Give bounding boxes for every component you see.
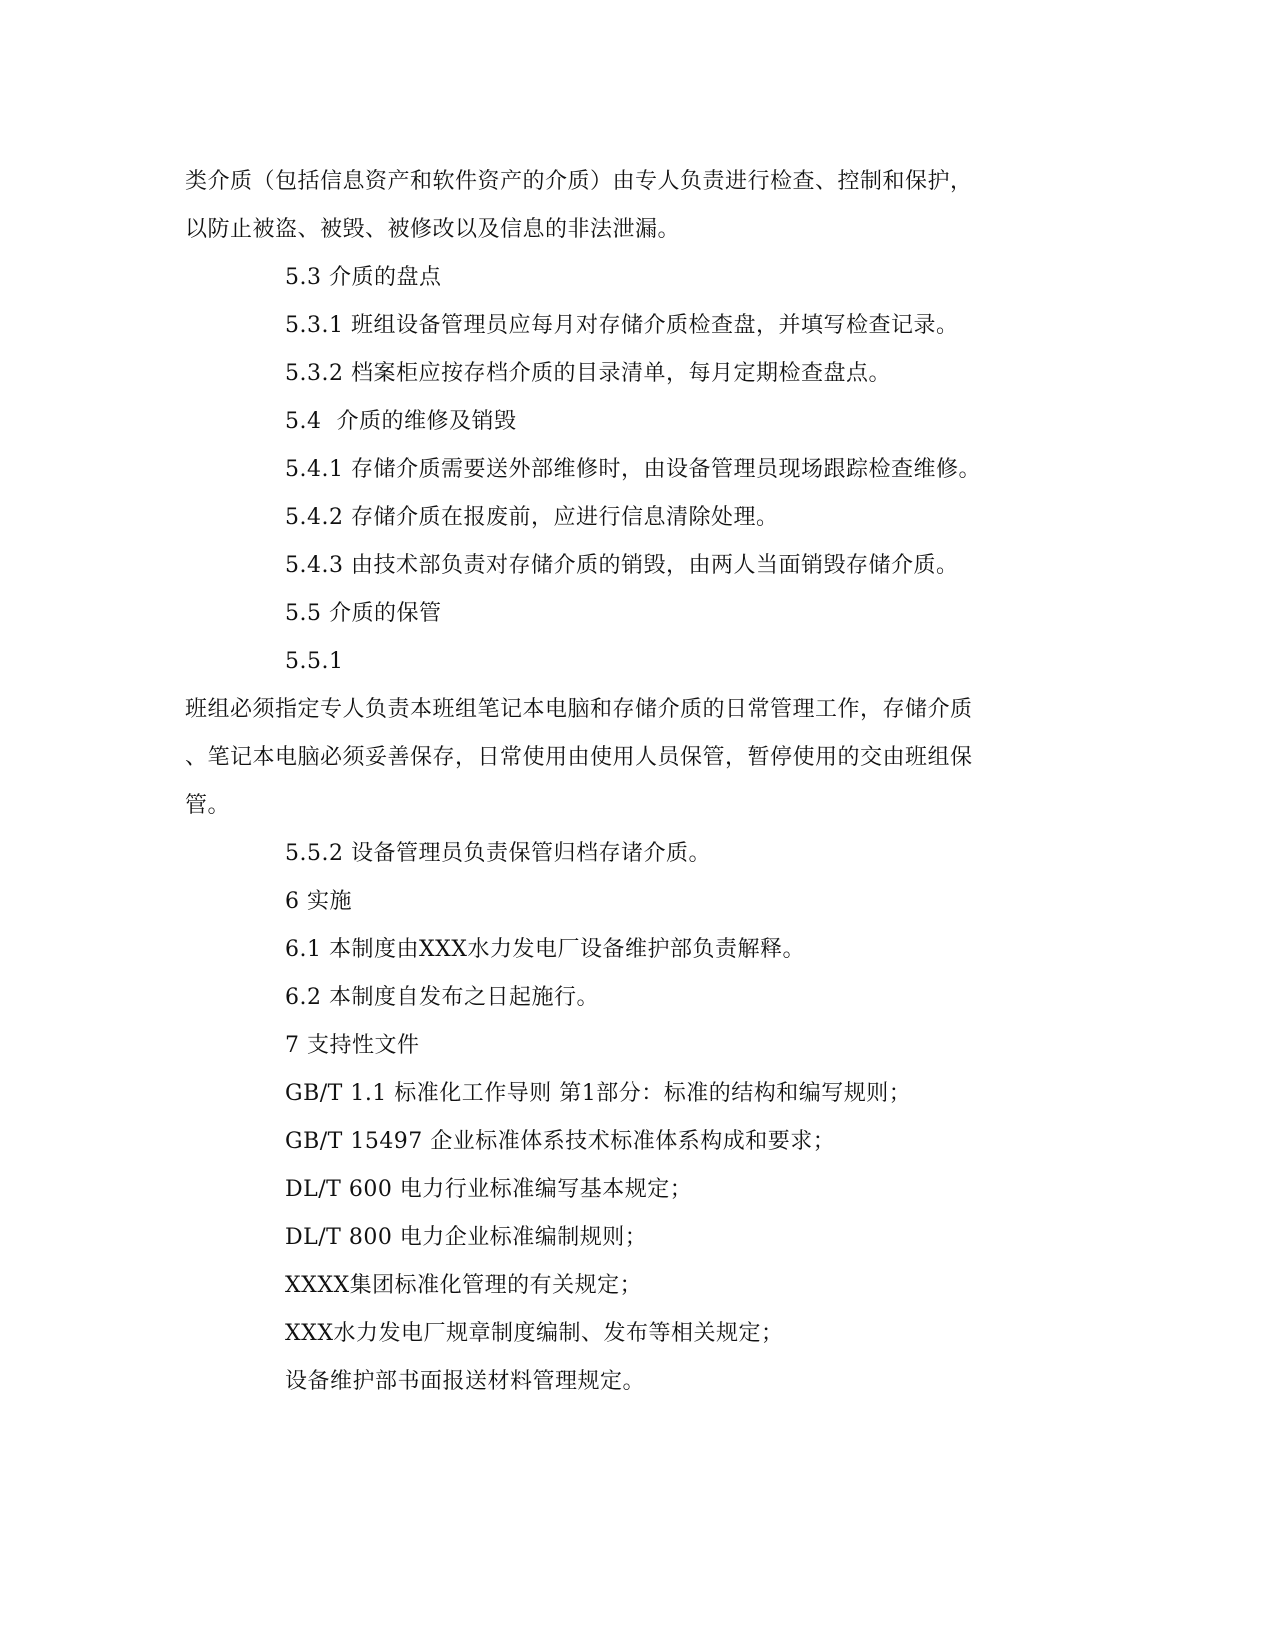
document-body — [185, 158, 1065, 1406]
text-line: 6.1 本制度由XXX水力发电厂设备维护部负责解释。 — [285, 937, 805, 962]
section-heading: 5.5 介质的保管 — [285, 601, 442, 626]
text-line: 5.5.1 — [285, 649, 344, 674]
section-heading: 5.4 介质的维修及销毁 — [285, 409, 517, 434]
text-line: 6.2 本制度自发布之日起施行。 — [285, 985, 599, 1010]
section-heading: 6 实施 — [285, 889, 352, 914]
text-line: 5.4.3 由技术部负责对存储介质的销毁，由两人当面销毁存储介质。 — [285, 553, 959, 578]
text-line: 5.4.1 存储介质需要送外部维修时，由设备管理员现场跟踪检查维修。 — [285, 457, 981, 482]
text-line: 班组必须指定专人负责本班组笔记本电脑和存储介质的日常管理工作，存储介质 — [185, 697, 973, 722]
reference-item: XXXX集团标准化管理的有关规定； — [285, 1273, 643, 1298]
text-line: 管。 — [185, 793, 231, 818]
text-line: 5.5.2 设备管理员负责保管归档存诸介质。 — [285, 841, 711, 866]
reference-item: DL/T 600 电力行业标准编写基本规定； — [285, 1177, 693, 1202]
text-line: 类介质（包括信息资产和软件资产的介质）由专人负责进行检查、控制和保护， — [185, 169, 973, 194]
text-line: 5.3.2 档案柜应按存档介质的目录清单，每月定期检查盘点。 — [285, 361, 891, 386]
reference-item: GB/T 1.1 标准化工作导则 第1部分：标准的结构和编写规则； — [285, 1081, 912, 1106]
reference-item: DL/T 800 电力企业标准编制规则； — [285, 1225, 648, 1250]
section-heading: 5.3 介质的盘点 — [285, 265, 442, 290]
text-line: 5.4.2 存储介质在报废前，应进行信息清除处理。 — [285, 505, 779, 530]
reference-item: XXX水力发电厂规章制度编制、发布等相关规定； — [285, 1321, 784, 1346]
reference-item: 设备维护部书面报送材料管理规定。 — [285, 1369, 646, 1394]
text-line: 5.3.1 班组设备管理员应每月对存储介质检查盘，并填写检查记录。 — [285, 313, 959, 338]
section-heading: 7 支持性文件 — [285, 1033, 420, 1058]
text-line: 、笔记本电脑必须妥善保存，日常使用由使用人员保管，暂停使用的交由班组保 — [185, 745, 973, 770]
text-line: 以防止被盗、被毁、被修改以及信息的非法泄漏。 — [185, 217, 681, 242]
reference-item: GB/T 15497 企业标准体系技术标准体系构成和要求； — [285, 1129, 836, 1154]
